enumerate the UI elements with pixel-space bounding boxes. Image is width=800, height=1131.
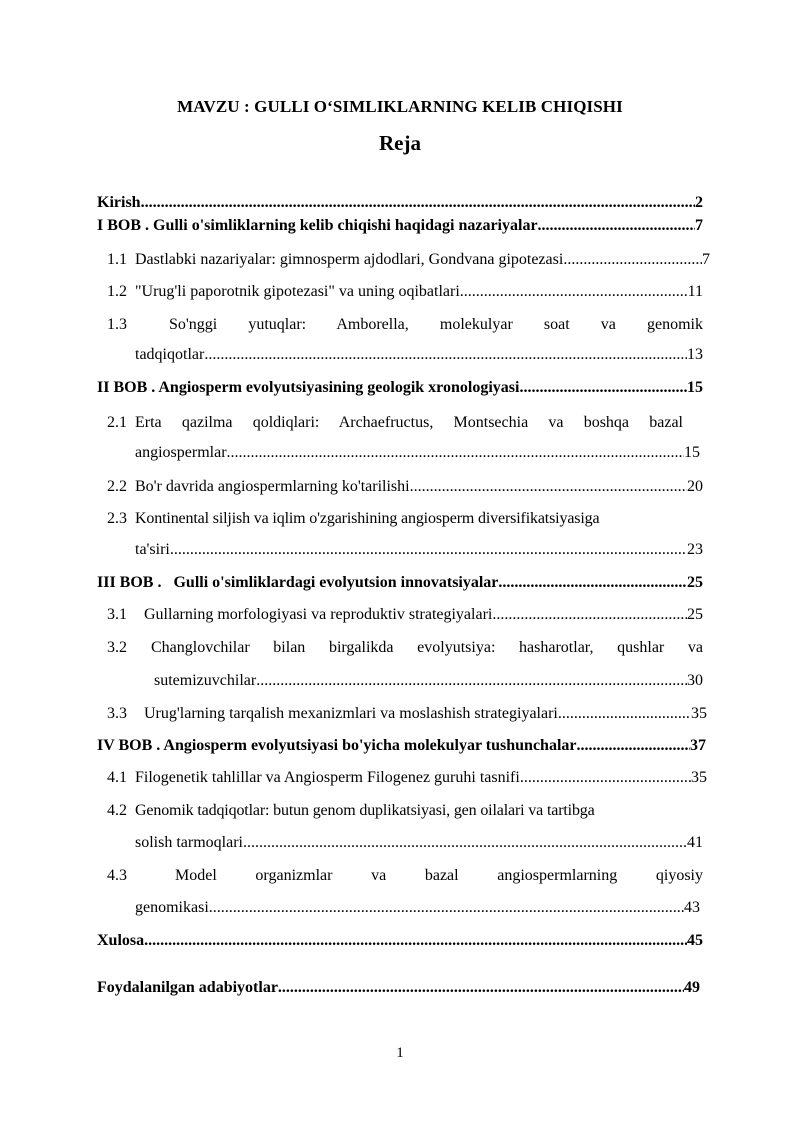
toc-entry-text: Foydalanilgan adabiyotlar (97, 979, 278, 996)
toc-leader-dots (256, 671, 687, 691)
toc-entry-text-continued: genomikasi (135, 899, 209, 916)
toc-entry-4-1[interactable] (107, 768, 707, 788)
toc-leader-dots (278, 978, 684, 998)
toc-entry-text: Model organizmlar va bazal angiospermlarning qiyosiy (175, 867, 703, 884)
toc-page-number: 2 (695, 194, 703, 211)
toc-page-number: 35 (691, 705, 707, 722)
toc-entry-text: Gullarning morfologiyasi va reproduktiv strategiyalari (144, 606, 493, 623)
toc-entry-3-2-line1[interactable] (107, 638, 703, 658)
toc-page-number: 15 (687, 379, 703, 396)
toc-entry-text: III BOB . Gulli o'simliklardagi evolyutsion innovatsiyalar (97, 574, 499, 591)
toc-entry-references[interactable] (97, 978, 700, 998)
toc-entry-chapter-2[interactable] (97, 378, 703, 398)
toc-leader-dots (563, 250, 702, 270)
toc-entry-text: Xulosa (97, 932, 145, 949)
toc-leader-dots (576, 736, 690, 756)
toc-entry-number: 4.1 (107, 769, 127, 786)
toc-entry-text-continued: sutemizuvchilar (154, 672, 257, 689)
toc-leader-dots (410, 477, 687, 497)
toc-entry-text: So'nggi yutuqlar: Amborella, molekulyar soat va genomik (169, 316, 703, 333)
toc-leader-dots (558, 704, 691, 724)
toc-page-number: 20 (687, 478, 703, 495)
toc-entry-text: Changlovchilar bilan birgalikda evolyutsiya: hasharotlar, qushlar va (151, 639, 703, 656)
toc-entry-4-2-line1[interactable] (107, 801, 703, 821)
document-title: MAVZU : GULLI O‘SIMLIKLARNING KELIB CHIQISHI (177, 97, 623, 116)
toc-entry-number: 2.2 (107, 478, 127, 495)
toc-page-number: 41 (687, 834, 703, 851)
toc-entry-number: 4.3 (107, 867, 127, 884)
toc-entry-text: IV BOB . Angiosperm evolyutsiyasi bo'yicha molekulyar tushunchalar (97, 737, 577, 754)
toc-page-number: 11 (687, 283, 703, 300)
toc-page-number: 7 (702, 251, 710, 268)
toc-page-number: 23 (687, 541, 703, 558)
toc-page-number: 25 (687, 606, 703, 623)
toc-entry-number: 2.3 (107, 510, 127, 527)
toc-leader-dots (170, 540, 687, 560)
toc-page-number: 43 (684, 899, 700, 916)
toc-entry-3-1[interactable] (107, 605, 703, 625)
toc-entry-chapter-4[interactable] (97, 736, 706, 756)
toc-entry-text-continued: solish tarmoqlari (135, 834, 243, 851)
toc-page-number: 37 (690, 737, 706, 754)
toc-page-number: 45 (687, 932, 703, 949)
toc-entry-4-2-line2[interactable] (135, 833, 703, 853)
toc-entry-number: 1.3 (107, 316, 127, 333)
toc-page-number: 7 (695, 217, 703, 234)
toc-page-number: 49 (684, 979, 700, 996)
toc-entry-number: 1.2 (107, 283, 127, 300)
toc-entry-1-2[interactable] (107, 282, 703, 302)
toc-entry-chapter-3[interactable] (97, 573, 703, 593)
page-number: 1 (396, 1045, 404, 1061)
toc-entry-text: Kontinental siljish va iqlim o'zgarishining angiosperm diversifikatsiyasiga (135, 510, 600, 527)
toc-entry-chapter-1[interactable] (97, 216, 703, 236)
toc-page-number: 13 (687, 346, 703, 363)
toc-entry-xulosa[interactable] (97, 931, 703, 951)
toc-page-number: 30 (687, 672, 703, 689)
toc-entry-text-continued: tadqiqotlar (135, 346, 205, 363)
toc-page-number: 35 (691, 769, 707, 786)
toc-entry-2-3-line1[interactable] (107, 509, 703, 529)
toc-entry-text: Filogenetik tahlillar va Angiosperm Filogenez guruhi tasnifi (135, 769, 520, 786)
toc-entry-1-1[interactable] (107, 250, 710, 270)
toc-leader-dots (460, 282, 688, 302)
toc-entry-text: Urug'larning tarqalish mexanizmlari va moslashish strategiyalari (144, 705, 558, 722)
toc-leader-dots (520, 768, 691, 788)
toc-leader-dots (538, 216, 695, 236)
toc-leader-dots (519, 378, 687, 398)
toc-leader-dots (492, 605, 687, 625)
toc-entry-number: 2.1 (107, 414, 127, 431)
toc-leader-dots (227, 443, 684, 463)
toc-entry-2-3-line2[interactable] (135, 540, 703, 560)
toc-leader-dots (144, 931, 687, 951)
toc-entry-2-1-line2[interactable] (135, 443, 700, 463)
toc-entry-number: 3.3 (107, 705, 127, 722)
toc-entry-text: "Urug'li paporotnik gipotezasi" va uning oqibatlari (135, 283, 460, 300)
toc-entry-text: II BOB . Angiosperm evolyutsiyasining geologik xronologiyasi (97, 379, 520, 396)
toc-entry-text: I BOB . Gulli o'simliklarning kelib chiqishi haqidagi nazariyalar (97, 217, 538, 234)
toc-entry-text: Erta qazilma qoldiqlari: Archaefructus, Montsechia va boshqa bazal (135, 414, 683, 431)
toc-entry-number: 3.1 (107, 606, 127, 623)
toc-page-number: 25 (687, 574, 703, 591)
toc-entry-3-2-line2[interactable] (154, 671, 703, 691)
toc-entry-1-3-line2[interactable] (135, 345, 703, 365)
toc-entry-2-1-line1[interactable] (107, 413, 683, 433)
toc-entry-number: 4.2 (107, 802, 127, 819)
toc-entry-3-3[interactable] (107, 704, 707, 724)
toc-entry-kirish[interactable] (97, 193, 703, 213)
toc-entry-2-2[interactable] (107, 477, 703, 497)
toc-entry-4-3-line2[interactable] (135, 898, 700, 918)
toc-entry-number: 1.1 (107, 251, 127, 268)
toc-leader-dots (209, 898, 684, 918)
toc-entry-text: Dastlabki nazariyalar: gimnosperm ajdodlari, Gondvana gipotezasi (135, 251, 564, 268)
toc-entry-1-3-line1[interactable] (107, 315, 703, 335)
toc-entry-number: 3.2 (107, 639, 127, 656)
toc-leader-dots (243, 833, 687, 853)
toc-leader-dots (498, 573, 687, 593)
toc-page-number: 15 (684, 444, 700, 461)
toc-entry-text: Bo'r davrida angiospermlarning ko'tarilishi (135, 478, 410, 495)
toc-entry-text: Kirish (97, 194, 141, 211)
toc-leader-dots (204, 345, 687, 365)
toc-entry-text-continued: angiospermlar (135, 444, 227, 461)
document-subtitle: Reja (379, 131, 421, 155)
toc-entry-text: Genomik tadqiqotlar: butun genom duplikatsiyasi, gen oilalari va tartibga (135, 802, 595, 819)
toc-entry-4-3-line1[interactable] (107, 866, 703, 886)
toc-leader-dots (141, 193, 695, 213)
toc-entry-text-continued: ta'siri (135, 541, 170, 558)
